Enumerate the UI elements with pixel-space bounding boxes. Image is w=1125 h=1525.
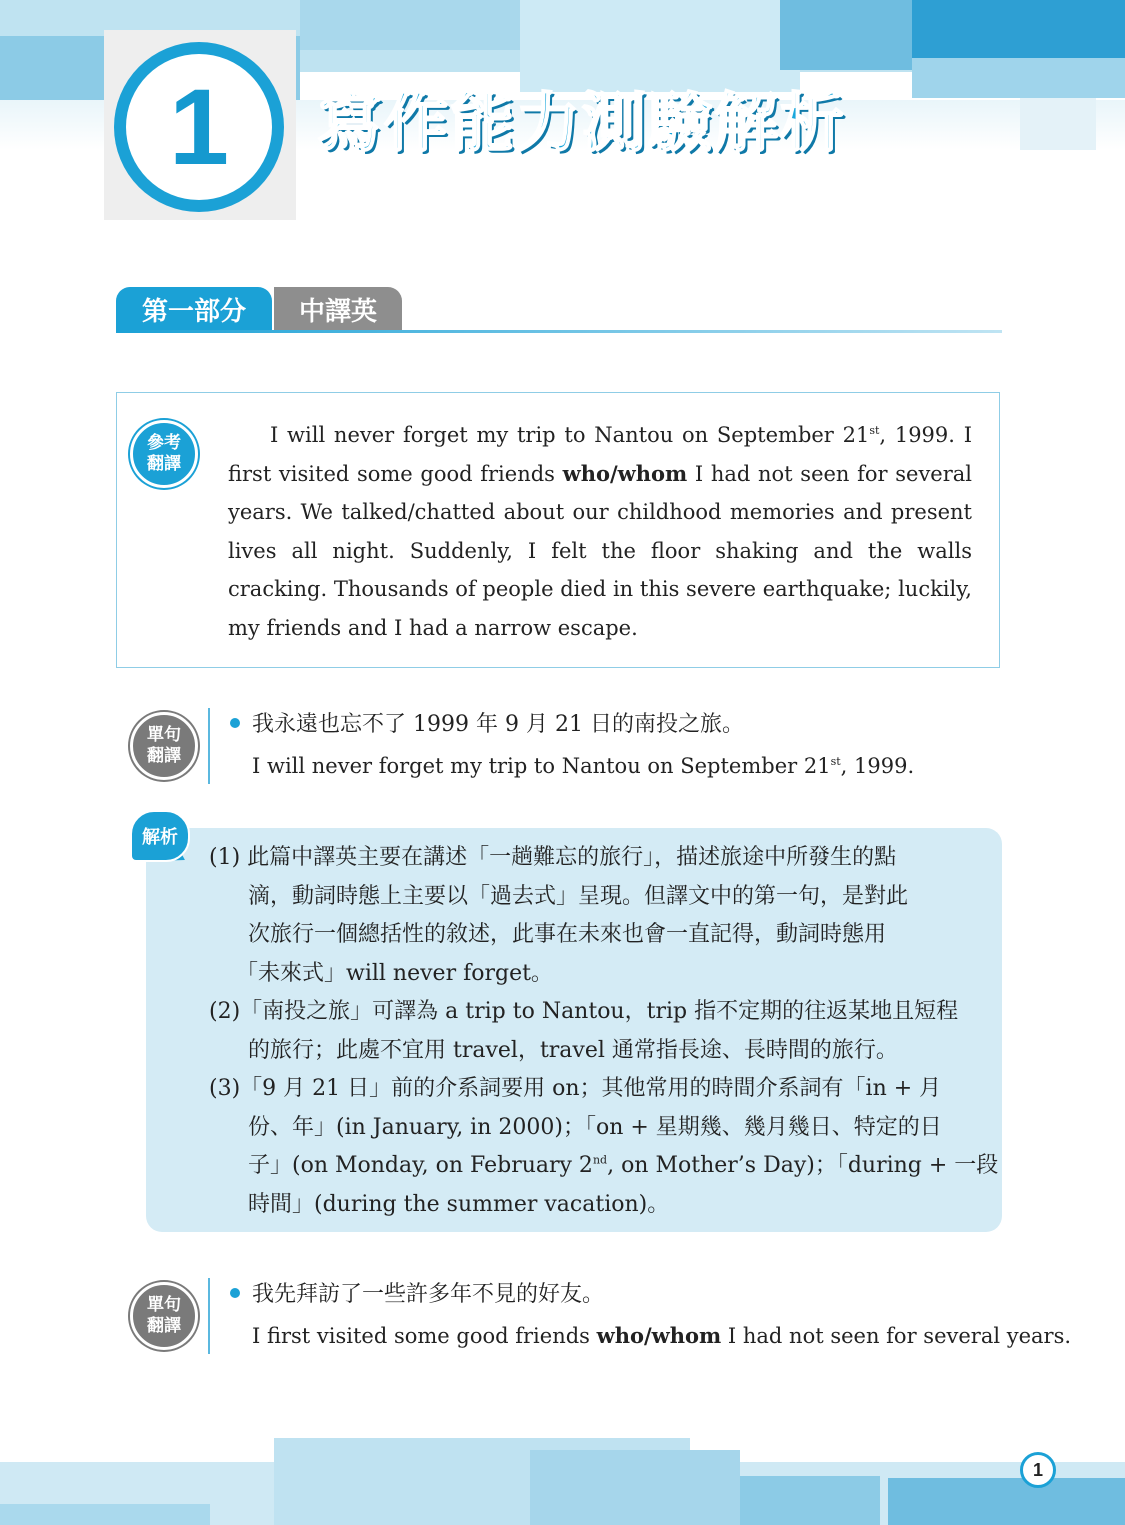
sentence1-chinese: 我永遠也忘不了 1999 年 9 月 21 日的南投之旅。 [252,712,744,737]
sentence1-badge-line1: 單句 [147,725,181,745]
analysis-line-5: (2)「南投之旅」可譯為 a trip to Nantou，trip 指不定期的往返某地且短程 [209,999,959,1024]
sentence2-divider [208,1278,210,1354]
chapter-title: 寫作能力測驗解析 [318,87,846,161]
sentence2-chinese: 我先拜訪了一些許多年不見的好友。 [252,1282,605,1307]
analysis-line-7: (3)「9 月 21 日」前的介系詞要用 on；其他常用的時間介系詞有「in + 月 [209,1076,942,1101]
analysis-line-10: 時間」(during the summer vacation)。 [248,1192,670,1217]
sentence2-badge-line1: 單句 [147,1295,181,1315]
sentence2-badge [130,1282,198,1350]
sentence1-divider [208,708,210,784]
sentence2-english: I first visited some good friends who/whom I had not seen for several years. [252,1323,1072,1348]
sentence2-badge-line2: 翻譯 [147,1316,181,1336]
section-part-tab: 第一部分 [116,287,272,331]
analysis-line-2: 滴，動詞時態上主要以「過去式」呈現。但譯文中的第一句，是對此 [248,884,909,909]
analysis-line-6: 的旅行；此處不宜用 travel，travel 通常指長途、長時間的旅行。 [248,1038,898,1063]
analysis-line-1: (1) 此篇中譯英主要在講述「一趟難忘的旅行」，描述旅途中所發生的點 [209,845,897,870]
analysis-line-4: 「未來式」will never forget。 [236,961,553,986]
page-number: 1 [1020,1452,1056,1488]
reference-badge-line2: 翻譯 [147,454,181,474]
sentence1-badge [130,712,198,780]
reference-badge [130,420,198,488]
reference-badge-line1: 參考 [147,433,181,453]
chapter-number: 1 [126,54,272,200]
sentence2-bullet [230,1288,240,1298]
sentence1-bullet [230,718,240,728]
reference-translation-text: I will never forget my trip to Nantou on September 21st, 1999. I first visited some good friends who/whom I had not seen for several years. We talked/chatted about our childhood memories and present lives all night. Suddenly, I felt the floor shaking and the walls cracking. Thousands of people died in this severe earthquake; luckily, my friends and I had a narrow escape. [228,423,973,640]
sentence1-english: I will never forget my trip to Nantou on September 21st, 1999. [252,754,915,778]
sentence1-badge-line2: 翻譯 [147,746,181,766]
analysis-line-9: 子」(on Monday, on February 2nd, on Mother’s Day)；「during + 一段 [248,1153,999,1178]
section-title-tab: 中譯英 [274,287,402,331]
analysis-line-8: 份、年」(in January, in 2000)；「on + 星期幾、幾月幾日、特定的日 [248,1115,942,1140]
footer-decoration [0,1438,1125,1525]
section-underline [116,330,1002,333]
analysis-line-3: 次旅行一個總括性的敘述，此事在未來也會一直記得，動詞時態用 [248,922,887,947]
chapter-number-badge [114,42,284,212]
analysis-badge: 解析 [130,810,190,862]
